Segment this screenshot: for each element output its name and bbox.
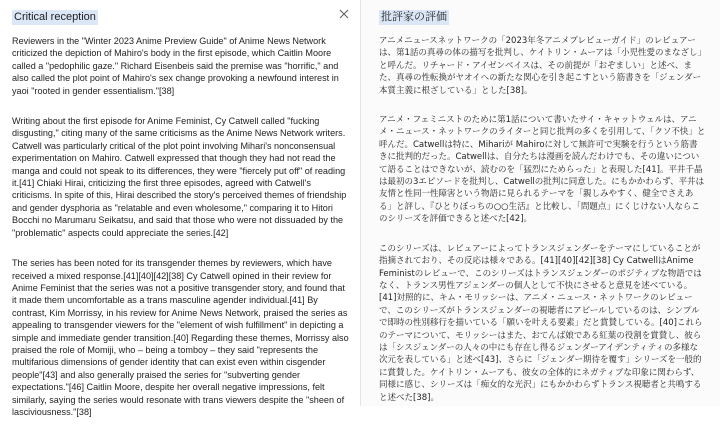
source-pane-header: [0, 0, 360, 30]
source-pane: [0, 0, 360, 417]
translation-pane-header: [361, 0, 720, 30]
translation-section-title: 批評家の評価: [381, 11, 447, 23]
translation-paragraph-2: アニメ・フェミニストのために第1話について書いたサイ・キャットウェルは、アニメ・ニュース・ネットワークのライターと同じ批判の多くを引用して、「クソ不快」と呼んだ。Catwellは特に、Mihariが Mahiroに対して無許可で実験を行うという筋書きに批判的だった。Catwellは、自分たちは漫画を読んだわけでも、その違いについて語ることはできないが、読むのを「猛烈にためらった」と表現した[41]。平井千晶は最初の3エピソードを批判し、Catwellの批判に同意した。にもかかわらず、平井は友情と性同一性障害という物語に見られるテーマを「親しみやすく、健全でさえある」と評し、『ひとりぼっちの○○生活』と比較し、「問題点」にくじけない人ならこのシリーズを評価できると述べた[42]。: [379, 115, 706, 225]
source-text-body: [12, 35, 350, 436]
translation-pane: [361, 0, 720, 406]
source-section-title: Critical reception: [14, 11, 96, 23]
source-paragraph-3: The series has been noted for its transgender themes by reviewers, which have received a mixed response.[41][40][42][38] Cy Catwell opined in their review for Anime Feminist that the series was not a positive transgender story, and found that it made them uncomfortable as a trans masculine agender individual.[41] By contrast, Kim Morrissy, in his review for Anime News Network, praised the series as appealing to transgender viewers for the "element of wish fulfillment" in depicting a simple and immediate gender transition.[40] Regarding these themes, Morrissy also praised the role of Momiji, who – being a tomboy – they said "represents the multifarious dimensions of gender identity that can exist even within cisgender people"[43] and also generally praised the series for "subverting gender expectations."[46] Caitlin Moore, despite her overall negative impressions, felt similarly, saying the series would resonate with trans viewers despite the "sheen of lasciviousness."[38]: [12, 258, 349, 417]
translation-text-body: [379, 35, 706, 421]
close-icon[interactable]: [338, 8, 350, 20]
source-paragraph-2: Writing about the first episode for Anime Feminist, Cy Catwell called "fucking disgusting," citing many of the same criticisms as the Anime News Network writers. Catwell was particularly critical of the plot point involving Mihari's nonconsensual experimentation on Mahiro. Catwell expressed that though they had not read the manga and could not speak to its differences, they were "fiercely put off" of reading it.[41] Chiaki Hirai, criticizing the first three episodes, agreed with Catwell's criticisms. In spite of this, Hirai described the story's perceived themes of friendship and gender dysphoria as "relatable and even wholesome," comparing it to Hitori Bocchi no Marumaru Seikatsu, and said that those who were not dissuaded by the "problematic" aspects could appreciate the series.[42]: [12, 116, 347, 238]
translation-paragraph-3: このシリーズは、レビュアーによってトランスジェンダーをテーマにしていることが指摘されており、その反応は様々である。[41][40][42][38] Cy CatwellはAnime Feministのレビューで、このシリーズはトランスジェンダーのポジティブな物語ではなく、トランス男性アジェンダーの個人として不快にさせると意見を述べている。[41]対照的に、キム・モリッシーは、アニメ・ニュース・ネットワークのレビューで、このシリーズがトランスジェンダーの視聴者にアピールしているのは、シンプルで即時の性別移行を描いている「願いを叶える要素」だと賞賛している。[40]これらのテーマについて、モリッシーはまた、おてんば娘である紅葉の役割を賞賛し、彼らは「シスジェンダーの人々の中にも存在し得るジェンダーアイデンティティの多様な次元を表している」と述べ[43]、さらに「ジェンダー期待を覆す」シリーズを一般的に賞賛した。ケイトリン・ムーアも、彼女の全体的にネガティブな印象に関わらず、同様に感じ、シリーズは「痴女的な光沢」にもかかわらずトランス視聴者と共鳴すると述べた[38]。: [379, 243, 703, 403]
translation-paragraph-1: アニメニュースネットワークの「2023年冬アニメプレビューガイド」のレビュアーは、第1話の真尋の体の描写を批判し、ケイトリン・ムーアは「小児性愛のまなざし」と呼んだ。リチャード・アイゼンベイスは、その前提が「おぞましい」と述べ、また、真尋の性転換がヤオイへの新たな関心を引き起こすという筋書きを「ジェンダー本質主義に根ざしている」とした[38]。: [379, 36, 706, 96]
source-paragraph-1: Reviewers in the "Winter 2023 Anime Preview Guide" of Anime News Network criticized the depiction of Mahiro's body in the first episode, which Caitlin Moore called a "pedophilic gaze." Richard Eisenbeis said the premise was "horrific," and also called the plot point of Mahiro's sex change provoking a newfound interest in yaoi "rooted in gender essentialism."[38]: [12, 36, 339, 96]
